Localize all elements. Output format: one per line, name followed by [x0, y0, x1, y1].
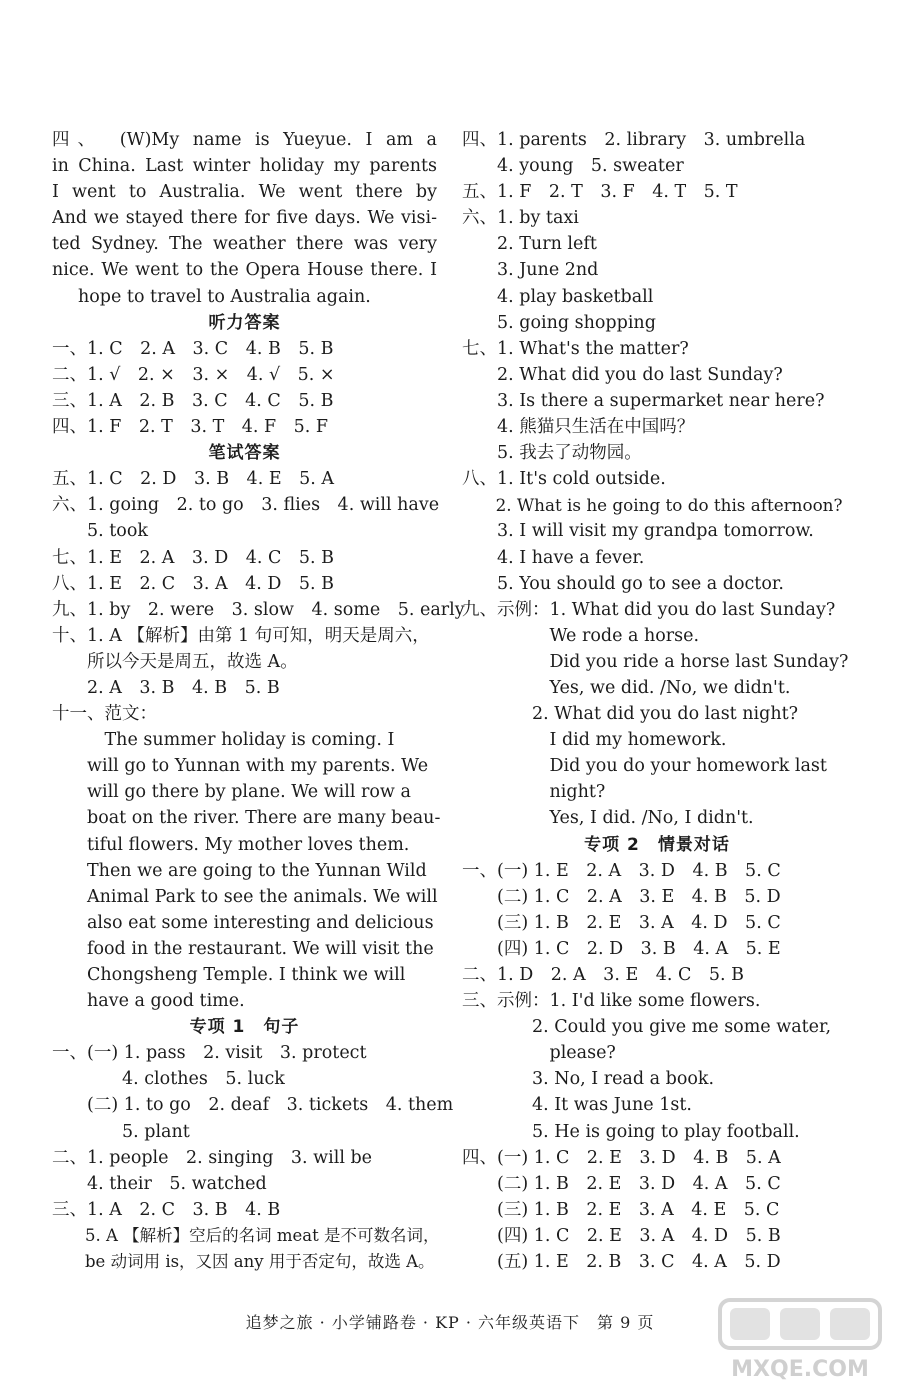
answer-line: 所以今天是周五，故选 A。	[52, 651, 298, 672]
answer-line: night?	[462, 782, 606, 803]
answer-line: 六、1. going 2. to go 3. flies 4. will have	[52, 495, 440, 516]
listening-text-line: hope to travel to Australia again.	[78, 286, 371, 307]
answer-line: (五) 1. E 2. B 3. C 4. A 5. D	[462, 1252, 781, 1273]
answer-line: 4. 熊猫只生活在中国吗？	[462, 417, 695, 438]
answer-line: 5. A 【解析】空后的名词 meat 是不可数名词，	[52, 1225, 440, 1245]
answer-line: 2. A 3. B 4. B 5. B	[52, 677, 280, 698]
answer-line: Did you ride a horse last Sunday?	[462, 651, 849, 672]
essay-line: will go there by plane. We will row a	[52, 782, 411, 803]
answer-line: 五、1. C 2. D 3. B 4. E 5. A	[52, 469, 334, 490]
essay-line: will go to Yunnan with my parents. We	[52, 756, 429, 777]
essay-line: food in the restaurant. We will visit the	[52, 938, 434, 959]
answer-line: 一、(一) 1. E 2. A 3. D 4. B 5. C	[462, 860, 781, 881]
answer-line: please?	[462, 1043, 616, 1064]
answer-line: 四、1. F 2. T 3. T 4. F 5. F	[52, 417, 329, 438]
answer-line: (四) 1. C 2. E 3. A 4. D 5. B	[462, 1225, 781, 1246]
answer-line: 5. going shopping	[462, 312, 656, 333]
essay-line: tiful flowers. My mother loves them.	[52, 834, 410, 855]
answer-line: 5. He is going to play football.	[462, 1121, 800, 1142]
listening-text-line: And we stayed there for five days. We visi-	[52, 208, 437, 229]
answer-line: 五、1. F 2. T 3. F 4. T 5. T	[462, 182, 738, 203]
answer-line: (三) 1. B 2. E 3. A 4. E 5. C	[462, 1199, 780, 1220]
answer-line: 2. What did you do last Sunday?	[462, 364, 783, 385]
answer-line: (二) 1. C 2. A 3. E 4. B 5. D	[462, 886, 781, 907]
essay-line: have a good time.	[52, 991, 245, 1012]
essay-line: Then we are going to the Yunnan Wild	[52, 860, 427, 881]
listening-text-line: nice. We went to the Opera House there. I	[52, 260, 437, 281]
answer-line: 一、1. C 2. A 3. C 4. B 5. B	[52, 338, 334, 359]
listening-text-line: ted Sydney. The weather there was very	[52, 234, 437, 255]
answer-line: 5. 我去了动物园。	[462, 443, 642, 464]
answer-line: 八、1. It's cold outside.	[462, 469, 666, 490]
answer-line: I did my homework.	[462, 730, 727, 751]
answer-line: (二) 1. to go 2. deaf 3. tickets 4. them	[52, 1095, 454, 1116]
answer-line: Yes, we did. /No, we didn't.	[462, 677, 791, 698]
answer-line: 5. plant	[52, 1121, 190, 1142]
answer-line: 4. play basketball	[462, 286, 654, 307]
answer-line: 三、1. A 2. B 3. C 4. C 5. B	[52, 390, 334, 411]
listening-text-line: I went to Australia. We went there by	[52, 182, 437, 203]
section-heading-dialogue: 专项 2 情景对话	[584, 834, 730, 855]
answer-line: 3. June 2nd	[462, 260, 599, 281]
left-column	[52, 127, 465, 1275]
answer-line: 3. I will visit my grandpa tomorrow.	[462, 521, 814, 542]
answer-line: 七、1. E 2. A 3. D 4. C 5. B	[52, 547, 334, 568]
answer-line: 2. What is he going to do this afternoon?	[462, 495, 843, 516]
answer-line: 二、1. people 2. singing 3. will be	[52, 1147, 373, 1168]
essay-line: Animal Park to see the animals. We will	[52, 886, 438, 907]
essay-line: also eat some interesting and delicious	[52, 912, 434, 933]
watermark-logo	[710, 1294, 890, 1384]
answer-line: 二、1. √ 2. × 3. × 4. √ 5. ×	[52, 364, 335, 385]
page-footer: 追梦之旅 · 小学铺路卷 · KP · 六年级英语下 第 9 页	[245, 1313, 655, 1332]
answer-line: (四) 1. C 2. D 3. B 4. A 5. E	[462, 938, 781, 959]
answer-line: 三、示例：1. I'd like some flowers.	[462, 991, 761, 1012]
answer-line: 2. Turn left	[462, 234, 597, 255]
answer-line: 3. No, I read a book.	[462, 1069, 715, 1090]
answer-line: 四、1. parents 2. library 3. umbrella	[462, 130, 806, 150]
answer-line: 四、(一) 1. C 2. E 3. D 4. B 5. A	[462, 1147, 781, 1168]
answer-line: 三、1. A 2. C 3. B 4. B	[52, 1199, 281, 1220]
section-heading-sentences: 专项 1 句子	[189, 1017, 300, 1038]
answer-line: 2. What did you do last night?	[462, 704, 799, 725]
answer-line: 3. Is there a supermarket near here?	[462, 390, 825, 411]
answer-line: 一、(一) 1. pass 2. visit 3. protect	[52, 1043, 367, 1064]
right-column	[462, 127, 852, 1275]
answer-line: 十一、范文：	[52, 704, 157, 725]
essay-line: Chongsheng Temple. I think we will	[52, 965, 406, 985]
answer-line: We rode a horse.	[462, 625, 700, 646]
answer-line: 4. young 5. sweater	[462, 156, 684, 177]
answer-line: Yes, I did. /No, I didn't.	[462, 808, 754, 829]
answer-line: 九、1. by 2. were 3. slow 4. some 5. early	[52, 599, 465, 620]
answer-line: 二、1. D 2. A 3. E 4. C 5. B	[462, 965, 744, 985]
answer-line: 十、1. A 【解析】由第 1 句可知，明天是周六，	[52, 625, 430, 646]
answer-line: 5. You should go to see a doctor.	[462, 573, 784, 594]
answer-line: 八、1. E 2. C 3. A 4. D 5. B	[52, 573, 334, 594]
answer-line: (二) 1. B 2. E 3. D 4. A 5. C	[462, 1173, 781, 1194]
essay-line: boat on the river. There are many beau-	[52, 808, 441, 829]
answer-line: be 动词用 is，又因 any 用于否定句，故选 A。	[52, 1252, 435, 1272]
answer-line: 4. It was June 1st.	[462, 1095, 692, 1116]
section-heading-listening: 听力答案	[208, 312, 281, 333]
essay-line: The summer holiday is coming. I	[52, 730, 395, 751]
answer-line: 九、示例：1. What did you do last Sunday?	[462, 599, 836, 620]
answer-line: 4. their 5. watched	[52, 1173, 267, 1194]
section-heading-written: 笔试答案	[208, 443, 281, 464]
listening-text-line: in China. Last winter holiday my parents	[52, 156, 437, 177]
answer-line: 4. I have a fever.	[462, 547, 645, 568]
listening-text-line: 四、 (W)My name is Yueyue. I am a	[52, 130, 437, 150]
svg-text:MXQE.COM: MXQE.COM	[731, 1357, 869, 1382]
answer-line: 六、1. by taxi	[462, 208, 579, 229]
answer-line: 七、1. What's the matter?	[462, 338, 689, 359]
answer-line: 4. clothes 5. luck	[52, 1069, 285, 1090]
answer-line: Did you do your homework last	[462, 756, 827, 777]
answer-line: 2. Could you give me some water,	[462, 1017, 832, 1038]
answer-line: 5. took	[52, 521, 148, 542]
answer-line: (三) 1. B 2. E 3. A 4. D 5. C	[462, 912, 781, 933]
